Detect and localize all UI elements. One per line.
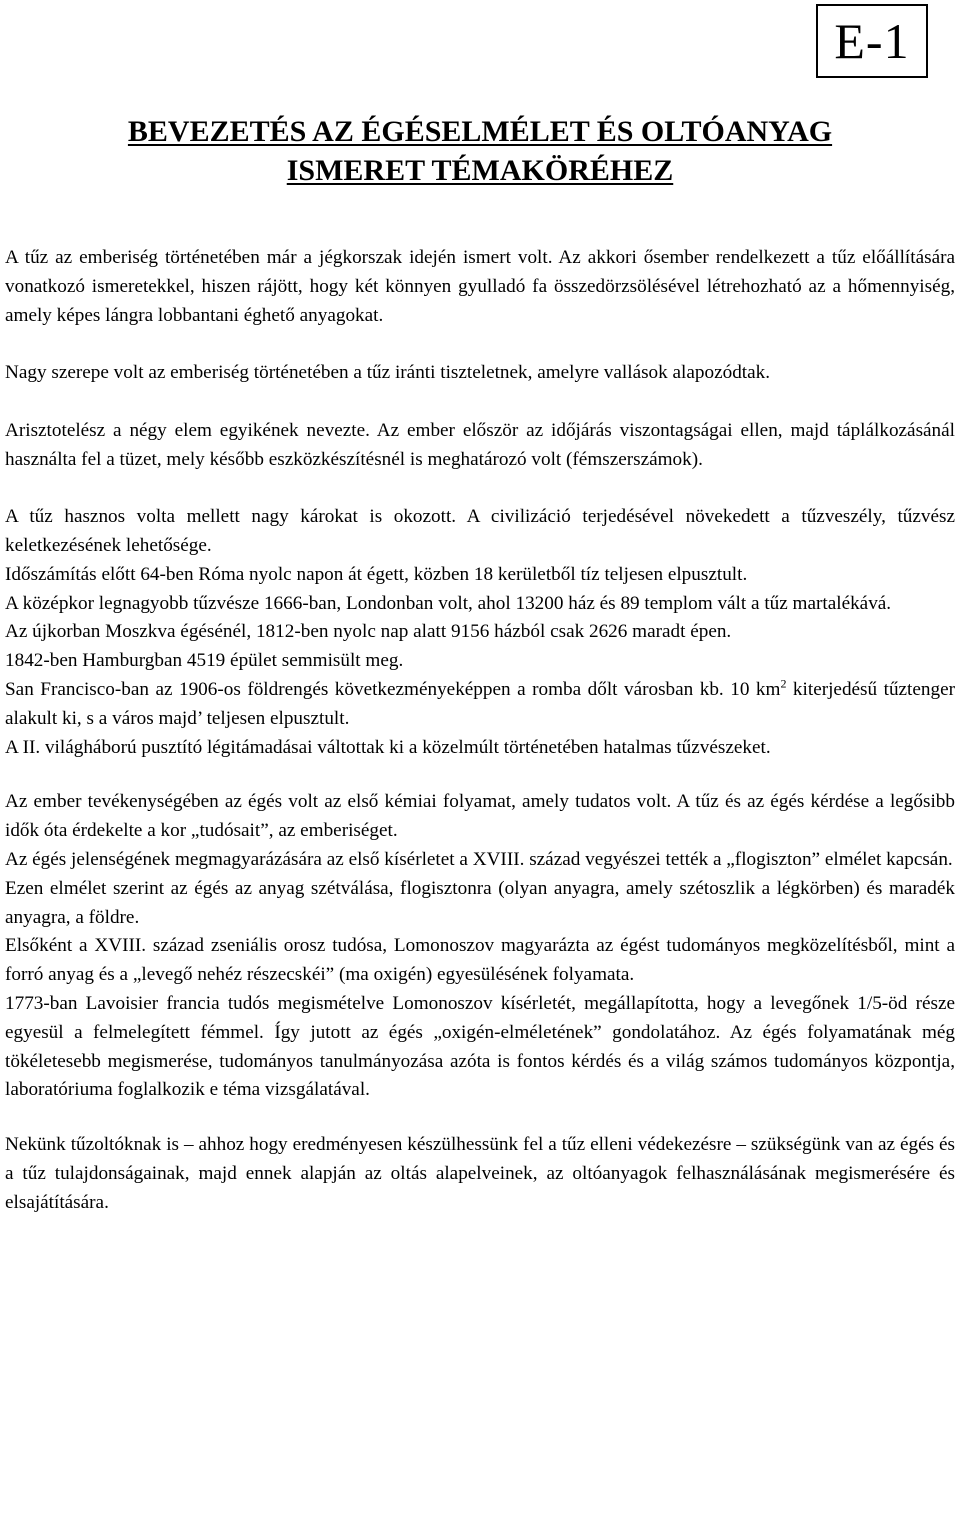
section-code-badge: E-1 xyxy=(816,4,928,78)
paragraph-moscow: Az újkorban Moszkva égésénél, 1812-ben nyolc nap alatt 9156 házból csak 2626 maradt épen. xyxy=(5,621,732,643)
paragraph-aristotle: Arisztotelész a négy elem egyikének nevezte. Az ember először az időjárás viszontagságai ellen, majd táplálkozásánál használta fel a tüzet, mely később eszközkészítésnél is meghatározó volt (fémszerszámok). xyxy=(5,419,955,470)
paragraph-rome: Időszámítás előtt 64-ben Róma nyolc napon át égett, közben 18 kerületből tíz teljesen elpusztult. xyxy=(5,563,748,585)
paragraph-ww2: A II. világháború pusztító légitámadásai váltottak ki a közelmúlt történetében hatalmas tűzvészeket. xyxy=(5,736,771,758)
title-line-1: BEVEZETÉS AZ ÉGÉSELMÉLET ÉS OLTÓANYAG xyxy=(127,115,833,148)
san-francisco-text-2: kiterjedésű tűztenger alakult ki, s a város majd’ teljesen elpusztult. xyxy=(5,678,955,729)
paragraph-theory: Ezen elmélet szerint az égés az anyag szétválása, flogisztonra (olyan anyagra, amely szétoszlik a légkörben) és maradék anyagra, a földre. xyxy=(5,877,955,928)
paragraph-damage: A tűz hasznos volta mellett nagy károkat is okozott. A civilizáció terjedésével növekedett a tűzveszély, tűzvész keletkezésének lehetősége. xyxy=(5,506,955,556)
document-title xyxy=(0,112,960,190)
paragraph-ice-age: A tűz az emberiség történetében már a jégkorszak idején ismert volt. Az akkori ősember rendelkezett a tűz előállítására vonatkozó ismeretekkel, hiszen rájött, hogy két könnyen gyulladó fa összedörzsölésével létrehozható az a hőmennyiség, amely képes lángra lobbantani éghető anyagokat. xyxy=(5,247,955,326)
document-body xyxy=(5,244,955,1218)
san-francisco-text-1: San Francisco-ban az 1906-os földrengés következményeképpen a romba dőlt városban kb. 10 km xyxy=(5,678,781,700)
paragraph-lavoisier: 1773-ban Lavoisier francia tudós megismételve Lomonoszov kísérletét, megállapította, hogy a levegőnek 1/5-öd része egyesül a felmelegített fémmel. Így jutott az égés „oxigén-elméletének” gondolatához. Az égés folyamatának még tökéletesebb megismerése, tudományos tanulmányozása azóta is fontos kérdés és a világ számos tudományos központja, laboratóriuma foglalkozik e téma vizsgálatával. xyxy=(5,992,955,1101)
square-superscript: 2 xyxy=(780,676,787,691)
paragraph-first-chemical-process: Az ember tevékenységében az égés volt az első kémiai folyamat, amely tudatos volt. A tűz és az égés kérdése a legősibb idők óta érdekelte a kor „tudósait”, az emberiséget. xyxy=(5,791,955,842)
paragraph-san-francisco xyxy=(5,676,955,734)
paragraph-religions: Nagy szerepe volt az emberiség történetében a tűz iránti tiszteletnek, amelyre vallások alapozódtak. xyxy=(5,362,771,384)
paragraph-lomonosov: Elsőként a XVIII. század zseniális orosz tudósa, Lomonoszov magyarázta az égést tudományos megközelítésből, mint a forró anyag és a „levegő nehéz részecskéi” (ma oxigén) egyesülésének folyamata. xyxy=(5,935,955,986)
paragraph-hamburg: 1842-ben Hamburgban 4519 épület semmisült meg. xyxy=(5,650,404,672)
paragraph-london: A középkor legnagyobb tűzvésze 1666-ban, Londonban volt, ahol 13200 ház és 89 templom vált a tűz martalékává. xyxy=(5,592,892,614)
paragraph-firefighters: Nekünk tűzoltóknak is – ahhoz hogy eredményesen készülhessünk fel a tűz elleni védekezésre – szükségünk van az égés és a tűz tulajdonságainak, majd ennek alapján az oltás alapelveinek, az oltóanyagok felhasználásának megismerésére és elsajátítására. xyxy=(5,1134,955,1213)
title-line-2: ISMERET TÉMAKÖRÉHEZ xyxy=(286,154,674,187)
paragraph-phlogiston: Az égés jelenségének megmagyarázására az első kísérletet a XVIII. század vegyészei tették a „flogiszton” elmélet kapcsán. xyxy=(5,848,953,870)
